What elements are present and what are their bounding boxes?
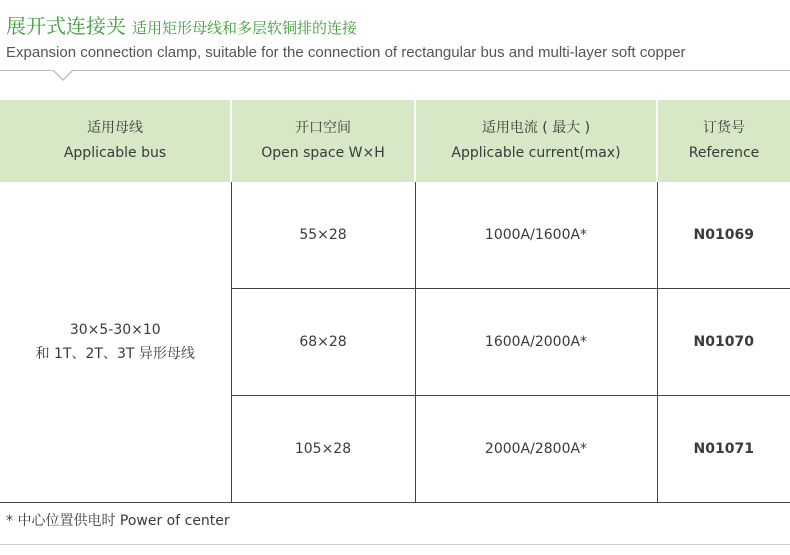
- header-label-cn: 适用电流 ( 最大 ): [481, 120, 591, 136]
- header-applicable-bus: [0, 100, 231, 182]
- header-divider: [0, 70, 790, 71]
- open-space-cell: 68×28: [231, 289, 415, 396]
- reference-cell: N01069: [657, 182, 790, 289]
- bus-type: 和 1T、2T、3T 异形母线: [35, 346, 195, 362]
- spec-table: [0, 100, 790, 503]
- header-applicable-current: [415, 100, 657, 182]
- table-header-row: [0, 100, 790, 182]
- header-open-space: [231, 100, 415, 182]
- divider-notch-inner: [54, 70, 72, 79]
- reference-cell: N01070: [657, 289, 790, 396]
- bus-cell: [0, 182, 231, 503]
- table-row: [0, 182, 790, 289]
- header-label-cn: 订货号: [703, 120, 745, 136]
- current-cell: 2000A/2800A*: [415, 396, 657, 503]
- header-label-en: Open space W×H: [261, 145, 385, 161]
- header-reference: [657, 100, 790, 182]
- open-space-cell: 105×28: [231, 396, 415, 503]
- page-title: [6, 10, 357, 39]
- header-label-cn: 适用母线: [87, 120, 143, 136]
- footnote: * 中心位置供电时 Power of center: [6, 513, 230, 529]
- open-space-cell: 55×28: [231, 182, 415, 289]
- reference-cell: N01071: [657, 396, 790, 503]
- title-subtitle-cn: 适用矩形母线和多层软铜排的连接: [132, 19, 358, 37]
- header-label-cn: 开口空间: [295, 120, 351, 136]
- current-cell: 1600A/2000A*: [415, 289, 657, 396]
- title-cn: 展开式连接夹: [6, 14, 126, 38]
- current-cell: 1000A/1600A*: [415, 182, 657, 289]
- header-label-en: Reference: [688, 145, 760, 161]
- header-label-en: Applicable current(max): [451, 145, 621, 161]
- title-subtitle-en: Expansion connection clamp, suitable for the connection of rectangular bus and multi-layer soft copper: [6, 44, 686, 61]
- bottom-divider: [0, 544, 790, 545]
- header-label-en: Applicable bus: [63, 145, 167, 161]
- bus-size: 30×5-30×10: [69, 322, 161, 338]
